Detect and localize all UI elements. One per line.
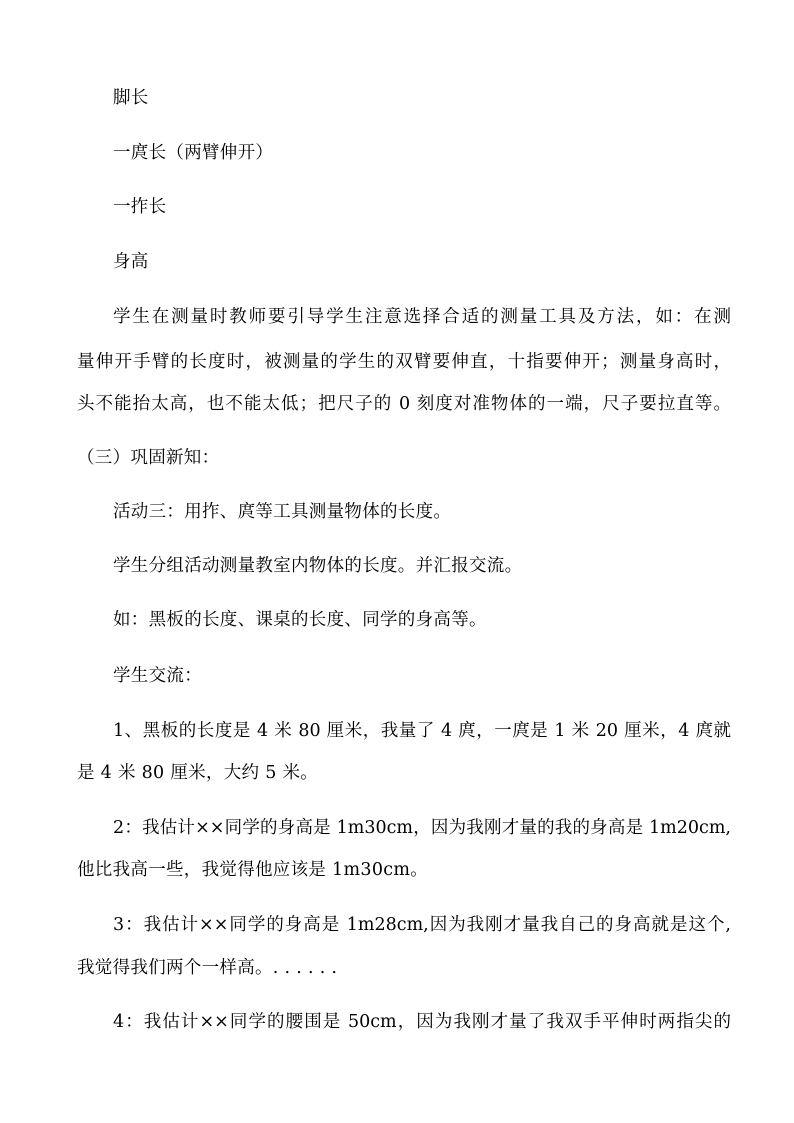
list-item-line: 1、黑板的长度是 4 米 80 厘米，我量了 4 庹，一庹是 1 米 20 厘米，4 庹就 xyxy=(113,721,731,741)
paragraph-line: 学生在测量时教师要引导学生注意选择合适的测量工具及方法，如：在测 xyxy=(113,307,731,327)
list-item-line: 我觉得我们两个一样高。. . . . . . xyxy=(77,958,338,978)
text-line-height: 身高 xyxy=(113,252,149,272)
list-item-line: 4：我估计××同学的腰围是 50cm，因为我刚才量了我双手平伸时两指尖的 xyxy=(113,1012,731,1032)
paragraph-line: 量伸开手臂的长度时，被测量的学生的双臂要伸直，十指要伸开；测量身高时， xyxy=(77,352,731,372)
paragraph-line: 头不能抬太高，也不能太低；把尺子的 0 刻度对准物体的一端，尺子要拉直等。 xyxy=(77,394,731,414)
text-line-foot-length: 脚长 xyxy=(113,88,149,108)
text-line-activity: 活动三：用拃、庹等工具测量物体的长度。 xyxy=(113,502,452,522)
text-line-example: 如：黑板的长度、课桌的长度、同学的身高等。 xyxy=(113,610,487,630)
section-heading: （三）巩固新知： xyxy=(77,448,220,468)
list-item-line: 他比我高一些，我觉得他应该是 1m30cm。 xyxy=(77,860,429,880)
text-line-arm-span: 一庹长（两臂伸开） xyxy=(113,143,274,163)
text-line-group-activity: 学生分组活动测量教室内物体的长度。并汇报交流。 xyxy=(113,556,523,576)
list-item-line: 2：我估计××同学的身高是 1m30cm，因为我刚才量的我的身高是 1m20cm, xyxy=(113,818,731,838)
list-item-line: 是 4 米 80 厘米，大约 5 米。 xyxy=(77,763,319,783)
text-line-hand-span: 一拃长 xyxy=(113,197,167,217)
list-item-line: 3：我估计××同学的身高是 1m28cm,因为我刚才量我自己的身高就是这个, xyxy=(113,915,731,935)
text-line-student-exchange: 学生交流： xyxy=(113,666,202,686)
